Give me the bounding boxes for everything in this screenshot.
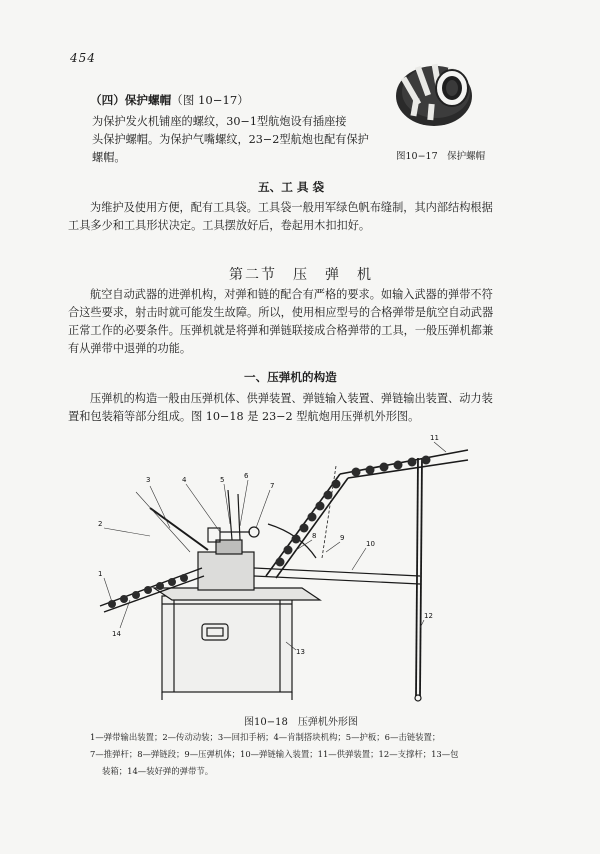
callout-label: 4 — [182, 476, 187, 484]
figure-caption: 图10−18 压弹机外形图 — [244, 717, 358, 728]
section-heading-structure: 一、压弹机的构造 — [244, 370, 337, 384]
paragraph-line: 正常工作的必要条件。压弹机就是将弹和弹链联接成合格弹带的工具，一般压弹机都兼 — [68, 324, 494, 337]
figure-legend-line: 装箱；14—装好弹的弹带节。 — [102, 766, 214, 776]
figure-legend-line: 7—推弹杆；8—弹链段；9—压弹机体；10—弹链输入装置；11—供弹装置；12—支撑杆；13—包 — [90, 749, 459, 759]
subsection-figure-ref: （图 10−17） — [171, 93, 249, 107]
paragraph-line: 压弹机的构造一般由压弹机体、供弹装置、弹链输入装置、弹链输出装置、动力装 — [90, 392, 493, 405]
paragraph-line: 工具多少和工具形状决定。工具摆放好后，卷起用木扣扣好。 — [68, 219, 371, 232]
paragraph-line: 航空自动武器的进弹机构，对弹和链的配合有严格的要求。如输入武器的弹带不符 — [90, 288, 493, 301]
page-number: 454 — [70, 51, 96, 65]
subsection-title: （四）保护螺帽 — [90, 93, 172, 107]
callout-label: 7 — [270, 482, 275, 490]
callout-label: 2 — [98, 520, 103, 528]
callout-label: 3 — [146, 476, 151, 484]
callout-label: 5 — [220, 476, 225, 484]
section-title: 第二节 压 弹 机 — [229, 267, 373, 283]
callout-label: 6 — [244, 472, 249, 480]
callout-label: 10 — [366, 540, 375, 548]
callout-label: 11 — [430, 434, 439, 442]
paragraph-line: 置和包装箱等部分组成。图 10−18 是 23−2 型航炮用压弹机外形图。 — [68, 410, 420, 423]
cartridge-press-drawing — [90, 428, 480, 712]
callout-label: 12 — [424, 612, 433, 620]
section-heading-tool-bag: 五、工 具 袋 — [258, 180, 325, 194]
callout-label: 13 — [296, 648, 305, 656]
paragraph-line: 螺帽。 — [92, 151, 126, 164]
callout-label: 14 — [112, 630, 121, 638]
figure-caption: 图10−17 保护螺帽 — [396, 151, 486, 162]
callout-label: 9 — [340, 534, 345, 542]
callout-label: 8 — [312, 532, 317, 540]
paragraph-line: 为维护及使用方便，配有工具袋。工具袋一般用军绿色帆布缝制，其内部结构根据 — [90, 201, 493, 214]
subsection-heading-protective-nut — [90, 92, 249, 108]
paragraph-line: 为保护发火机铺座的螺纹，30−1型航炮设有插座接 — [92, 115, 347, 128]
nut-illustration — [388, 52, 486, 134]
figure-legend-line: 1—弹带输出装置；2—传动动装；3—回扣手柄；4—肯制搭块机构；5—护板；6—击链装置； — [90, 732, 441, 742]
paragraph-line: 有从弹带中退弹的功能。 — [68, 342, 192, 355]
paragraph-line: 合这些要求，射击时就可能发生故障。所以，使用相应型号的合格弹带是航空自动武器 — [68, 306, 494, 319]
paragraph-line: 头保护螺帽。为保护气嘴螺纹，23−2型航炮也配有保护 — [92, 133, 369, 146]
callout-label: 1 — [98, 570, 103, 578]
